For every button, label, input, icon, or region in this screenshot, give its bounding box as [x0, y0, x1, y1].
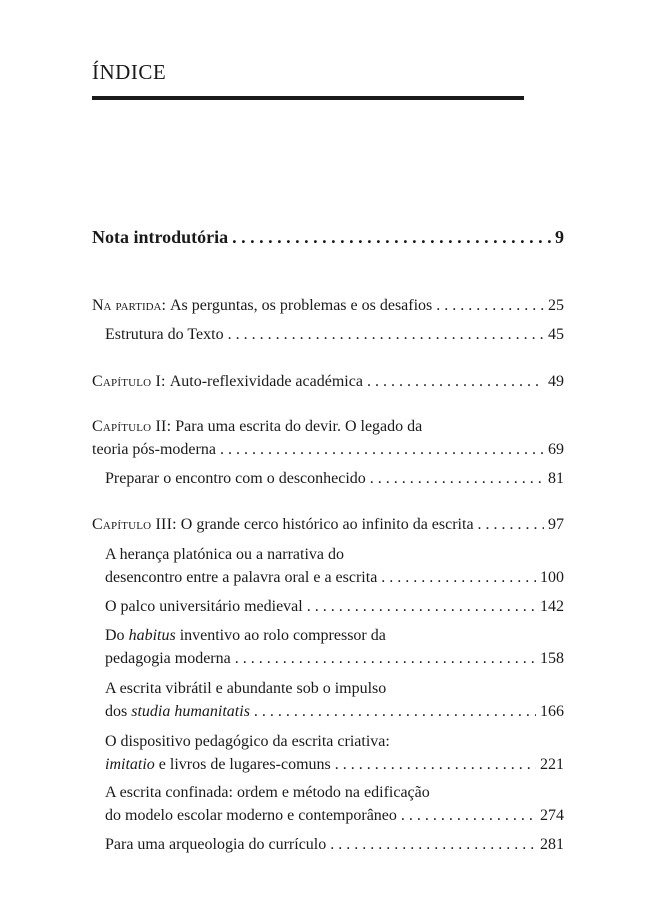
- toc-page-number: 69: [548, 441, 564, 458]
- toc-entry-dispositivo[interactable]: [105, 730, 564, 776]
- toc-entry-title: Estrutura do Texto: [105, 326, 224, 343]
- toc-entry-heranca[interactable]: [105, 543, 564, 589]
- toc-entry-title-post: inventivo ao rolo compressor da: [179, 627, 386, 644]
- toc-entry-arqueologia[interactable]: [105, 833, 564, 856]
- toc-chapter-label: Capítulo III:: [92, 516, 177, 533]
- toc-chapter-label: Capítulo II:: [92, 418, 172, 435]
- toc-entry-title-italic: habitus: [128, 627, 176, 644]
- toc-entry-title: O palco universitário medieval: [105, 598, 303, 615]
- toc-entry-preparar[interactable]: [105, 467, 564, 490]
- toc-entry-nota[interactable]: [92, 226, 564, 249]
- dot-leader: [220, 438, 544, 461]
- toc-entry-cap2[interactable]: [92, 415, 564, 461]
- toc-entry-partida[interactable]: [92, 294, 564, 317]
- toc-entry-title: As perguntas, os problemas e os desafios: [169, 297, 433, 314]
- toc-entry-title: Preparar o encontro com o desconhecido: [105, 470, 366, 487]
- toc-page-number: 100: [540, 569, 564, 586]
- toc-section-label: Na partida:: [92, 297, 166, 314]
- dot-leader: [335, 753, 536, 776]
- toc-entry-title: A herança platónica ou a narrativa do: [105, 546, 344, 563]
- dot-leader: [235, 647, 536, 670]
- toc-entry-title: Auto-reflexividade académica: [169, 373, 363, 390]
- dot-leader: [228, 323, 544, 346]
- toc-entry-title: O dispositivo pedagógico da escrita criativa:: [105, 733, 390, 750]
- toc-entry-confinada[interactable]: [105, 781, 564, 827]
- page-title: ÍNDICE: [92, 60, 167, 84]
- toc-entry-title: Para uma arqueologia do currículo: [105, 836, 327, 853]
- toc-entry-title-italic: imitatio: [105, 756, 155, 773]
- toc-entry-habitus[interactable]: [105, 624, 564, 670]
- toc-page-number: 158: [540, 650, 564, 667]
- toc-entry-title: O grande cerco histórico ao infinito da escrita: [180, 516, 474, 533]
- toc-entry-title-cont: teoria pós-moderna: [92, 441, 216, 458]
- toc-entry-title: Para uma escrita do devir. O legado da: [175, 418, 423, 435]
- toc-page-number: 274: [540, 807, 564, 824]
- toc-entry-vibratil[interactable]: [105, 677, 564, 723]
- toc-page-number: 49: [548, 373, 564, 390]
- toc-page-number: 81: [548, 470, 564, 487]
- toc-page-number: 142: [540, 598, 564, 615]
- dot-leader: [401, 804, 536, 827]
- toc-entry-title: A escrita confinada: ordem e método na edificação: [105, 784, 430, 801]
- toc-page-number: 281: [540, 836, 564, 853]
- toc-entry-title-pre: Do: [105, 627, 125, 644]
- toc-page-number: 9: [555, 227, 564, 247]
- dot-leader: [436, 294, 544, 317]
- toc-entry-title-cont: pedagogia moderna: [105, 650, 231, 667]
- toc-entry-title-cont: do modelo escolar moderno e contemporâneo: [105, 807, 397, 824]
- toc-page-number: 166: [540, 703, 564, 720]
- dot-leader: [330, 833, 536, 856]
- dot-leader: [367, 370, 544, 393]
- toc-entry-title-post: e livros de lugares-comuns: [158, 756, 331, 773]
- toc-page-number: 45: [548, 326, 564, 343]
- toc-chapter-label: Capítulo I:: [92, 373, 166, 390]
- dot-leader: [478, 513, 544, 536]
- toc-entry-palco[interactable]: [105, 595, 564, 618]
- toc-entry-title-pre: dos: [105, 703, 128, 720]
- toc-page-number: 25: [548, 297, 564, 314]
- dot-leader: [307, 595, 536, 618]
- toc-entry-cap3[interactable]: [92, 513, 564, 536]
- toc-entry-title: Nota introdutória: [92, 227, 229, 247]
- toc-page-number: 221: [540, 756, 564, 773]
- toc-entry-title-cont: desencontro entre a palavra oral e a escrita: [105, 569, 378, 586]
- toc-entry-estrutura[interactable]: [105, 323, 564, 346]
- toc-page-number: 97: [548, 516, 564, 533]
- dot-leader: [232, 226, 551, 249]
- toc-entry-title: A escrita vibrátil e abundante sob o impulso: [105, 680, 387, 697]
- title-rule: [92, 96, 524, 100]
- dot-leader: [370, 467, 544, 490]
- dot-leader: [254, 700, 536, 723]
- toc-entry-cap1[interactable]: [92, 370, 564, 393]
- toc-entry-title-italic: studia humanitatis: [131, 703, 250, 720]
- dot-leader: [381, 566, 536, 589]
